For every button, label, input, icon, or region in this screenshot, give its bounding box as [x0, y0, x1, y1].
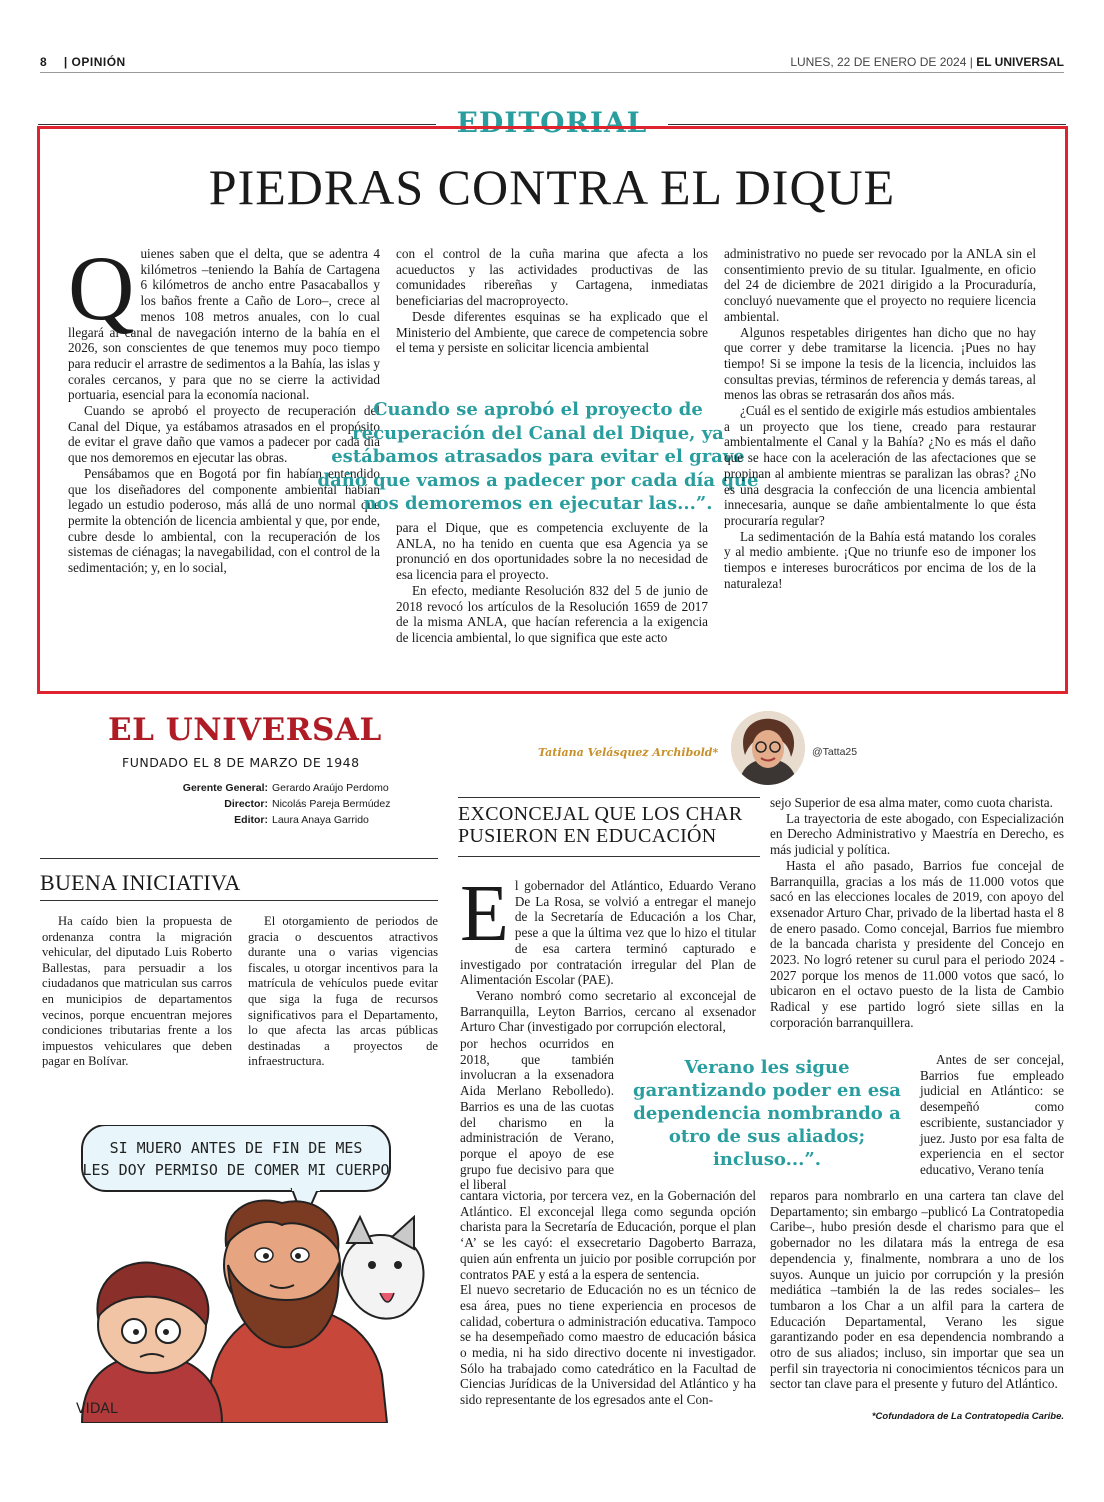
editorial-paragraph: Cuando se aprobó el proyecto de recuperación del Canal del Dique, ya estábamos atrasados en el propósito de evitar el grave daño que vamos a padecer por cada día que nos demoremos en ejecutar las obras. [68, 403, 380, 466]
column-title: EXCONCEJAL QUE LOS CHAR PUSIERON EN EDUCACIÓN [458, 803, 743, 847]
column-text-2-bottom [770, 1188, 1064, 1410]
section-rule [40, 900, 438, 901]
editorial-paragraph: uienes saben que el delta, que se adentra 4 kilómetros –teniendo la Bahía de Cartagena 6 kilómetros de ancho entre Pasacaballos y los baños frente a Caño de Loro–, crece al menos 108 metros anuales, con lo cual llegará al canal de navegación interno de la bahía en el 2026, son conscientes de que tenemos muy poco tiempo para reducir el arrastre de sedimentos a la Bahía, las islas y corales cercanos, y para que no se cierre la actividad portuaria, esencial para la economía nacional. [68, 246, 380, 403]
column-title-rule [458, 856, 760, 857]
column-paragraph: reparos para nombrarlo en una cartera tan clave del Departamento; sin embargo –publicó La Contratopedia Caribe–, hubo presión desde el charismo para que el gobernador no les dilatara más la entrega de esa dependencia y, finalmente, nombrara a uno de los suyos. Aunque un juicio por corrupción y la presión mediática –también la de las redes sociales– les tumbaron a los Char a un alfil para la cartera de Educación Departamental, Verano les sigue garantizando poder en esa dependencia nombrando a otro de sus aliados; incluso, sin importar que sea un perfil sin trayectoria ni conocimientos técnicos para un sector tan clave para el presente y futuro del Atlántico. [770, 1188, 1064, 1392]
author-handle: @Tatta25 [812, 746, 858, 758]
editorial-paragraph: La sedimentación de la Bahía está matando los corales y al medio ambiente. ¡Que no triunfe eso de imponer los tiempos e intereses burocráticos por encima de los de la naturaleza! [724, 528, 1036, 591]
cartoon-signature: VIDAL [76, 1401, 118, 1417]
editorial-cartoon [42, 1125, 430, 1423]
staff-name: Laura Anaya Garrido [272, 814, 369, 826]
column-pull-quote: Verano les sigue garantizando poder en esa dependencia nombrando a otro de sus aliados; incluso...”. [633, 1057, 901, 1170]
header-separator: | [63, 55, 68, 69]
brief-paragraph: Ha caído bien la propuesta de ordenanza contra la migración vehicular, del diputado Luis Roberto Ballestas, para persuadir a los ciudadanos que matriculan sus carros en municipios de departamentos vecinos, porque encuentran mejores condiciones tributarias frente a los impuestos vehiculares que deben pagar en Bolívar. [42, 914, 232, 1069]
buena-iniciativa-column-2 [248, 914, 438, 1070]
editorial-paragraph: para el Dique, que es competencia excluyente de la ANLA, no ha tenido en cuenta que esa Agencia ya se pronunció en dos oportunidades sobre la no necesidad de esa licencia para el proyecto. [396, 520, 708, 583]
brief-paragraph: El otorgamiento de periodos de gracia o descuentos atractivos durante una o varias vigencias fiscales, u otorgar incentivos para la matrícula de vehículos puede evitar que siga la fuga de recursos significativos para el Departamento, lo que afecta las arcas públicas destinadas a proyectos de infraestructura. [248, 914, 438, 1069]
column-paragraph: Verano nombró como secretario al exconcejal de Barranquilla, Leyton Barrios, cercano al exsenador Arturo Char (investigado por corrupción electoral, [460, 987, 756, 1035]
section-rule [40, 858, 438, 859]
editorial-paragraph: Desde diferentes esquinas se ha explicado que el Ministerio del Ambiente, que carece de competencia sobre el tema y persiste en solicitar licencia ambiental [396, 308, 708, 356]
column-author-byline: Tatiana Velásquez Archibold* [538, 746, 719, 759]
author-avatar-image [731, 711, 805, 785]
masthead-founded: FUNDADO EL 8 DE MARZO DE 1948 [122, 755, 360, 770]
masthead-logo: EL UNIVERSAL [108, 712, 382, 748]
buena-iniciativa-title: BUENA INICIATIVA [40, 870, 241, 895]
staff-name: Gerardo Araújo Perdomo [272, 782, 389, 794]
editorial-headline: PIEDRAS CONTRA EL DIQUE [208, 159, 896, 215]
column-title-rule [458, 797, 760, 798]
editorial-column-2-top [396, 246, 708, 366]
editorial-paragraph: Pensábamos que en Bogotá por fin habían entendido que los diseñadores del componente ambiental habían legado un estudio poderoso, más allá de uno normal que permite la obtención de licencia ambiental y que, por ende, cubre desde lo ambiental, con la recuperación de los sistemas de ciénagas; la navegabilidad, con el control de la sedimentación; y, en lo social, [68, 465, 380, 576]
header-date: LUNES, 22 DE ENERO DE 2024 | EL UNIVERSAL [790, 55, 1064, 69]
column-paragraph: Hasta el año pasado, Barrios fue concejal de Barranquilla, gracias a los más de 11.000 votos que sacó en las elecciones locales de 2019, con apoyo del exsenador Arturo Char, privado de la libertad hasta el 8 de enero pasado. Como concejal, Barrios fue miembro de la bancada charista y presidente del Concejo en 2023. No logró retener su curul para el periodo 2024 - 2027 porque los menos de 11.000 votos que sacó, lo ubicaron en el octavo puesto de la lista de Cambio Radical y ese partido logró siete sillas en la corporación barranquillera. [770, 857, 1064, 1030]
column-footnote: *Cofundadora de La Contratopedia Caribe. [871, 1411, 1064, 1422]
cartoon-speech-line-2: LES DOY PERMISO DE COMER MI CUERPO [82, 1161, 390, 1179]
column-paragraph: cantara victoria, por tercera vez, en la Gobernación del Atlántico. El exconcejal llega como segunda opción charista para la Secretaría de Educación, porque el plan ‘A’ se les cayó: el exsecretario Dagoberto Barraza, quien aún enfrenta un juicio por posible corrupción por contratos PAE y está a la espera de sentencia. [460, 1188, 756, 1282]
page-number: 8 [40, 55, 47, 69]
section-label: OPINIÓN [71, 55, 126, 69]
buena-iniciativa-column-1 [42, 914, 232, 1070]
column-paragraph: l gobernador del Atlántico, Eduardo Verano De La Rosa, se volvió a entregar el manejo de la Secretaría de Educación a los Char, pese a que la última vez que lo hizo el titular de esa cartera terminó capturado e investigado por contratación irregular del Plan de Alimentación Escolar (PAE). [460, 878, 756, 988]
paper-name: EL UNIVERSAL [976, 55, 1064, 69]
column-paragraph: El nuevo secretario de Educación no es un técnico de esa área, pues no tiene experiencia en procesos de calidad, cobertura o administración educativa. Tampoco se ha desempeñado como maestro de educación básica o media, ni ha sido directivo docente ni investigador. Sólo ha trabajado como catedrático en la Facultad de Ciencias Jurídicas de la Universidad del Atlántico y ha sido representante de los egresados ante el Con- [460, 1282, 756, 1408]
column-text-2 [770, 795, 1064, 1047]
editorial-dropcap: Q [68, 237, 135, 339]
editorial-paragraph: con el control de la cuña marina que afecta a los acueductos y las actividades productivas de las comunidades ribereñas y Cartagena, inmediatas beneficiarias del macroproyecto. [396, 246, 708, 309]
staff-row [128, 798, 428, 812]
cartoon-illustration [42, 1125, 430, 1423]
editorial-pull-quote: Cuando se aprobó el proyecto de recuperación del Canal del Dique, ya estábamos atrasados para evitar el grave daño que vamos a padecer por cada día que nos demoremos en ejecutar las...”. [317, 399, 759, 514]
staff-role: Gerente General: [182, 782, 268, 794]
column-paragraph: por hechos ocurridos en 2018, que también involucran a la exsenadora Aida Merlano Rebolledo). Barrios es una de las cuotas del charismo en la administración de Verano, porque el apoyo de ese grupo fue decisivo para que el liberal [460, 1036, 614, 1193]
editorial-paragraph: ¿Cuál es el sentido de exigirle más estudios ambientales a un proyecto que los tiene, creado para restaurar ambientalmente el Canal y la Bahía? ¿No es más el daño que se hace con la aceleración de las afectaciones que se propinan al ambiente mientras se paralizan las obras? ¿No es una desgracia la confección de una licencia ambiental innecesaria, aunque se dañe ambientalmente lo que ésta procuraría regular? [724, 403, 1036, 528]
section-name [60, 55, 126, 69]
staff-row [128, 814, 428, 828]
column-dropcap: E [460, 870, 509, 958]
staff-role: Editor: [234, 814, 268, 826]
editorial-kicker: EDITORIAL [456, 106, 648, 139]
column-paragraph: Antes de ser concejal, Barrios fue empleado judicial en Atlántico: se desempeñó como escribiente, sustanciador y juez. Justo por esa falta de experiencia en el sector educativo, Verano tenía [920, 1052, 1064, 1177]
editorial-paragraph: administrativo no puede ser revocado por la ANLA sin el consentimiento previo de su titular. Igualmente, en oficio del 24 de diciembre de 2021 dirigido a la Procuraduría, concluyó nuevamente que el proyecto no requiere licencia ambiental. [724, 246, 1036, 324]
editorial-paragraph: Algunos respetables dirigentes han dicho que no hay que correr y debe tramitarse la licencia. ¡Pues no hay tiempo! Si se impone la tesis de la licencia, incluidos las consultas previas, términos de referencia y demás tareas, al menos las obras se retrasarán dos años más. [724, 324, 1036, 403]
editorial-paragraph: En efecto, mediante Resolución 832 del 5 de junio de 2018 revocó los artículos de la Resolución 1659 de 2017 de la misma ANLA, que hacían referencia a la exigencia de licencia ambiental, lo que significa que este acto [396, 582, 708, 645]
editorial-column-2-bottom [396, 520, 708, 656]
editorial-column-3 [724, 246, 1036, 652]
staff-row [128, 782, 428, 796]
column-text-1 [460, 870, 756, 1035]
author-avatar [731, 711, 805, 785]
column-paragraph: La trayectoria de este abogado, con Especialización en Derecho Administrativo y Maestría en Derecho, es más judicial y política. [770, 810, 1064, 858]
column-text-1-narrow [460, 1036, 614, 1193]
header-rule [40, 72, 1064, 73]
column-text-1-bottom [460, 1188, 756, 1424]
staff-role: Director: [224, 798, 268, 810]
staff-name: Nicolás Pareja Bermúdez [272, 798, 391, 810]
cartoon-speech-line-1: SI MUERO ANTES DE FIN DE MES [109, 1139, 363, 1157]
column-text-2-narrow [920, 1052, 1064, 1188]
date-text: LUNES, 22 DE ENERO DE 2024 [790, 55, 967, 69]
column-paragraph: sejo Superior de esa alma mater, como cuota charista. [770, 795, 1053, 810]
